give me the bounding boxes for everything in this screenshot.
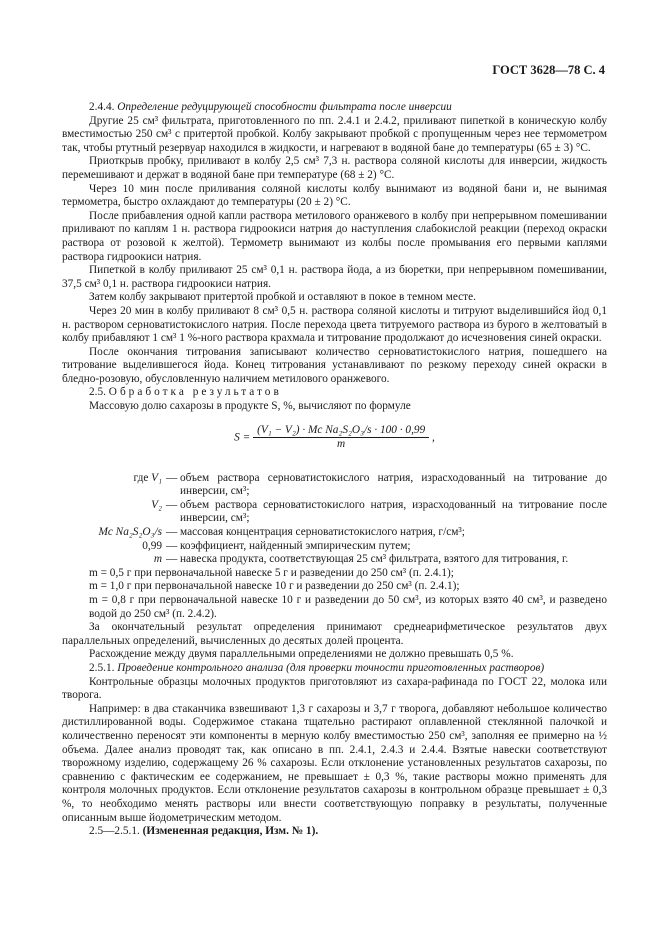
section-heading-2-4-4 [62,101,607,115]
definition-symbol: где V₁ [133,471,162,484]
definition-text: навеска продукта, соответствующая 25 см³ фильтрата, взятого для титрования, г. [180,553,569,566]
heading-text: Проведение контрольного анализа (для проверки точности приготовленных растворов) [117,661,545,674]
formula-lhs: S = [234,431,251,444]
amendment-range: 2.5—2.5.1. [89,825,140,838]
heading-text: Обработка результатов [108,386,282,399]
definition-symbol: 0,99 [142,539,162,552]
formula-definitions [62,472,607,567]
section-heading-2-5 [62,386,607,400]
paragraph: Через 10 мин после приливания соляной кислоты колбу вынимают из водяной бани и, не вынимая термометра, быстро охлаждают до температуры (20 ± 2) °С. [62,182,607,209]
m-value-line: m = 0,5 г при первоначальной навеске 5 г и разведении до 250 см³ (п. 2.4.1); [89,566,454,579]
definition-symbol: V₂ [151,498,162,511]
definition-symbol: Mc Na₂S₂O₃/s [98,526,162,539]
definition-text: объем раствора серноватистокислого натрия, израсходованный на титрование до инверсии, см³; [180,471,607,498]
m-value-line: m = 1,0 г при первоначальной навеске 10 г и разведении до 250 см³ (п. 2.4.1); [89,580,460,593]
definition-item: 0,99 — коэффициент, найденный эмпирическим путем; [62,540,607,554]
paragraph: Контрольные образцы молочных продуктов приготовляют из сахара-рафинада по ГОСТ 22, молока или творога. [62,675,607,702]
m-value-line: m = 0,8 г при первоначальной навеске 10 г и разведении до 50 см³, из которых взято 40 см³, и разведено водой до 250 см³ (п. 2.4.2). [89,594,607,620]
paragraph: После прибавления одной капли раствора метилового оранжевого в колбу при непрерывном помешивании приливают по каплям 1 н. раствора гидроокиси натрия до наступления слабокислой реакции (переход окраски раствора от розовой к желтой). Термометр вынимают из колбы после промывания его первыми каплями раствора гидроокиси натрия. [62,209,607,263]
definition-item: Mc Na₂S₂O₃/s — массовая концентрация серноватистокислого натрия, г/см³; [62,526,607,540]
paragraph: После окончания титрования записывают количество серноватистокислого натрия, пошедшего на титрование выделившегося йода. Конец титрования устанавливают по резкому переходу синей окраски в бледно-розовую, обусловленную наличием метилового оранжевого. [62,345,607,385]
paragraph: Например: в два стаканчика взвешивают 1,3 г сахарозы и 3,7 г творога, добавляют небольшое количество дистиллированной воды. Содержимое стакана тщательно растирают оплавленной стеклянной палочкой и количественно переносят эти компоненты в мерную колбу вместимостью 250 см³, заполняя ее примерно на ½ объема. Далее анализ проводят так, как описано в пп. 2.4.1, 2.4.3 и 2.4.4. Взятые навески соответствуют творожному изделию, содержащему 26 % сахарозы. Если отклонение установленных результатов сахарозы, по сравнению с фактическим ее содержанием, не превышает ± 0,3 %, такие растворы можно применять для контроля молочных продуктов. Если отклонение результатов сахарозы в контрольном образце превышает ± 0,3 %, то необходимо менять растворы или внести соответствующую поправку в результаты, полученные описанным выше йодометрическим методом. [62,702,607,824]
amendment-note [62,825,607,839]
formula-numerator: (V₁ − V₂) · Mc Na₂S₂O₃/s · 100 · 0,99 [253,424,429,439]
paragraph: Пипеткой в колбу приливают 25 см³ 0,1 н. раствора йода, а из бюретки, при непрерывном помешивании, 37,5 см³ 0,1 н. раствора гидроокиси натрия. [62,264,607,290]
formula-fraction [253,424,429,452]
sucrose-formula [62,424,607,458]
definition-text: массовая концентрация серноватистокислого натрия, г/см³; [180,526,465,539]
heading-text: Определение редуцирующей способности фильтрата после инверсии [117,101,452,113]
paragraph: За окончательный результат определения принимают среднеарифметическое результатов двух параллельных определений, вычисленных до десятых долей процента. [62,621,607,647]
page-header: ГОСТ 3628—78 С. 4 [492,63,605,77]
formula-intro: Массовую долю сахарозы в продукте S, %, вычисляют по формуле [89,400,411,413]
formula-tail: , [432,431,435,444]
paragraph: Затем колбу закрывают притертой пробкой и оставляют в покое в темном месте. [89,291,476,304]
heading-number: 2.5.1. [89,661,115,674]
definition-symbol: m [153,553,162,566]
heading-number: 2.5. [89,386,106,399]
paragraph: Расхождение между двумя параллельными определениями не должно превышать 0,5 %. [89,648,514,661]
definition-item: V₂ — объем раствора серноватистокислого натрия, израсходованный на титрование после инверсии, см³; [62,499,607,526]
definition-text: объем раствора серноватистокислого натрия, израсходованный на титрование после инверсии, см³; [180,498,607,525]
page-content [62,101,607,839]
heading-number: 2.4.4. [89,101,115,113]
paragraph: Приоткрыв пробку, приливают в колбу 2,5 см³ 7,3 н. раствора соляной кислоты для инверсии, жидкость перемешивают и держат в водяной бане при температуре (68 ± 2) °С. [62,155,607,181]
paragraph: Через 20 мин в колбу приливают 8 см³ 0,5 н. раствора соляной кислоты и титруют выделившийся йод 0,1 н. раствором серноватистокислого натрия. После перехода цвета титруемого раствора из бурого в желтоватый в колбу прибавляют 1 см³ 1 %-ного раствора крахмала и титрование продолжают до исчезновения синей окраски. [62,304,607,345]
amendment-text: (Измененная редакция, Изм. № 1). [142,825,319,838]
definition-item: где V₁ — объем раствора серноватистокислого натрия, израсходованный на титрование до инверсии, см³; [62,472,607,499]
definition-text: коэффициент, найденный эмпирическим путем; [180,539,411,552]
formula-denominator: m [337,438,346,451]
paragraph: Другие 25 см³ фильтрата, приготовленного по пп. 2.4.1 и 2.4.2, приливают пипеткой в коническую колбу вместимостью 250 см³ с притертой пробкой. Колбу закрывают пробкой с пропущенным через нее термометром так, чтобы ртутный резервуар находился в жидкости, и нагревают в водяной бане до температуры (65 ± 3) °С. [62,114,607,154]
section-heading-2-5-1 [62,662,607,676]
definition-item: m — навеска продукта, соответствующая 25 см³ фильтрата, взятого для титрования, г. [62,553,607,567]
